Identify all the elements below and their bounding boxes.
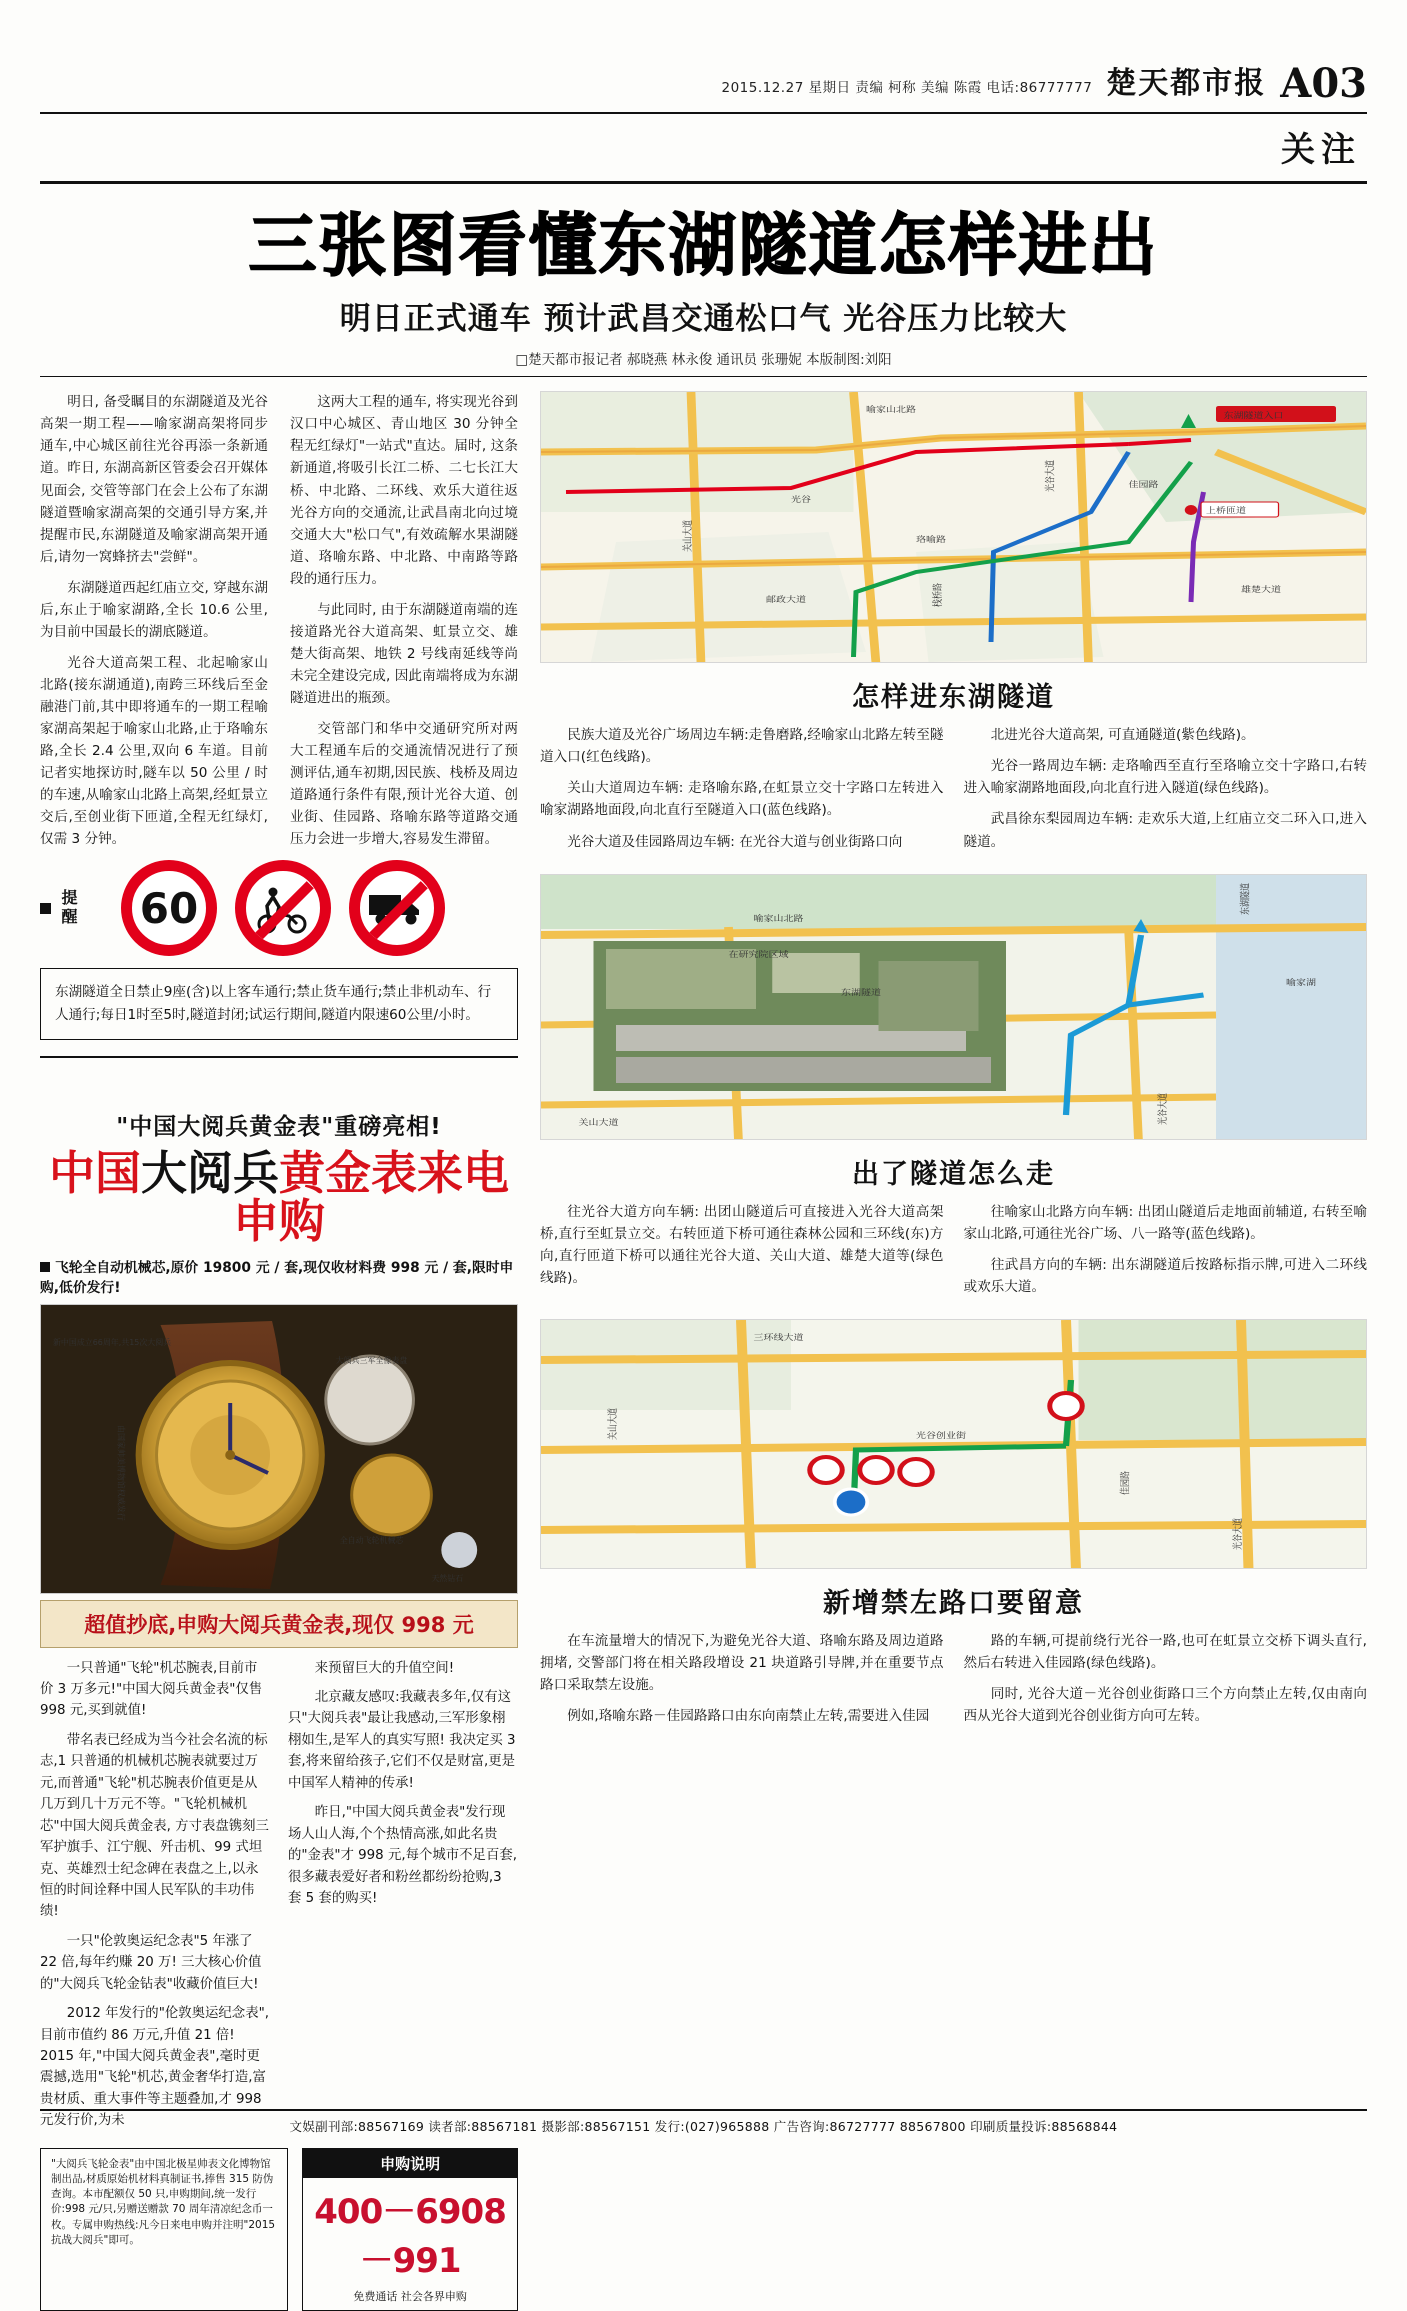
map-paragraph: 关山大道周边车辆: 走珞喻东路,在虹景立交十字路口左转进入喻家湖路地面段,向北直行至隧道入口(蓝色线路)。 — [540, 780, 944, 819]
map-paragraph: 民族大道及光谷广场周边车辆:走鲁磨路,经喻家山北路左转至隧道入口(红色线路)。 — [540, 727, 944, 766]
svg-text:喻家山北路: 喻家山北路 — [753, 914, 804, 924]
page-footer: 文娱副刊部:88567169 读者部:88567181 摄影部:88567151 发行:(027)965888 广告咨询:86727777 88567800 印刷质量投诉:88568844 — [40, 2109, 1367, 2135]
ad-title-part3: 黄金表来电申购 — [233, 1146, 509, 1249]
map-two-caption: 出了隧道怎么走 — [852, 1158, 1055, 1190]
svg-text:光谷大道: 光谷大道 — [1233, 1517, 1245, 1550]
svg-text:光谷创业街: 光谷创业街 — [916, 1431, 966, 1441]
ad-price-banner: 超值抄底,申购大阅兵黄金表,现仅 998 元 — [40, 1600, 518, 1648]
map-paragraph: 往武昌方向的车辆: 出东湖隧道后按路标指示牌,可进入二环线或欢乐大道。 — [963, 1256, 1367, 1295]
ad-paragraph: 一只普通"飞轮"机芯腕表,目前市价 3 万多元!"中国大阅兵黄金表"仅售 998 元,买到就值! — [40, 1660, 263, 1719]
ad-paragraph: 带名表已经成为当今社会名流的标志,1 只普通的机械机芯腕表就要过万元,而普通"飞轮"机芯腕表价值更是从几万到几十万元不等。"飞轮机械机芯"中国大阅兵黄金表, 方寸表盘镌刻三军护旗手、江宁舰、歼击机、99 式坦克、英雄烈士纪念碑在表盘之上,以永恒的时间诠释中国人民军队的丰功伟绩! — [40, 1732, 269, 1920]
section-title: 关注 — [1281, 130, 1361, 170]
svg-text:全自动飞轮机械芯: 全自动飞轮机械芯 — [339, 1535, 404, 1545]
ad-phone-number[interactable]: 400－6908－991 — [314, 2191, 506, 2281]
svg-text:珞喻路: 珞喻路 — [916, 536, 946, 546]
speed-limit-60-icon — [121, 860, 217, 956]
svg-text:关山大道: 关山大道 — [608, 1407, 620, 1440]
svg-text:光谷: 光谷 — [791, 496, 811, 506]
article-paragraph: 东湖隧道西起红庙立交, 穿越东湖后,东止于喻家湖路,全长 10.6 公里, 为目前中国最长的湖底隧道。 — [40, 579, 268, 640]
svg-text:东湖隧道入口: 东湖隧道入口 — [1223, 412, 1284, 422]
ad-paragraph: 一只"伦敦奥运纪念表"5 年涨了 22 倍,每年约赚 20 万! 三大核心价值的"大阅兵飞轮金钻表"收藏价值巨大! — [40, 1933, 262, 1992]
ad-column-right — [288, 1658, 518, 2140]
map-two-text — [540, 1201, 1367, 1307]
svg-text:栈桥路: 栈桥路 — [933, 583, 945, 608]
svg-text:关山大道: 关山大道 — [578, 1118, 619, 1128]
speed-value: 60 — [139, 883, 199, 933]
ad-paragraph: 来预留巨大的升值空间! — [314, 1660, 455, 1676]
svg-text:三环线大道: 三环线大道 — [753, 1333, 804, 1343]
tip-text: 提醒 — [59, 889, 78, 927]
map-one-text — [540, 724, 1367, 861]
ad-title-part2: 大阅兵 — [141, 1146, 279, 1200]
svg-text:佳园路: 佳园路 — [1120, 1470, 1132, 1495]
ad-column-left — [40, 1658, 270, 2140]
ad-disclaimer: "大阅兵飞轮金表"由中国北极星帅表文化博物馆制出品,材质原始机材料真制证书,捧售 315 防伪查询。本市配额仅 50 只,申购期间,统一发行价:998 元/只,另赠送赠款 70 周年清凉纪念币一枚。专属申购热线:凡今日来电申购并注明"2015 抗战大阅兵"即可。 — [40, 2148, 288, 2311]
svg-text:喻家湖: 喻家湖 — [1286, 978, 1316, 988]
svg-text:关山大道: 关山大道 — [683, 520, 695, 553]
page-headline: 三张图看懂东湖隧道怎样进出 — [248, 207, 1159, 286]
ad-order-box[interactable] — [302, 2148, 518, 2311]
page-subheadline: 明日正式通车 预计武昌交通松口气 光谷压力比较大 — [339, 301, 1068, 338]
bullet-square — [40, 1262, 50, 1272]
map-paragraph: 往喻家山北路方向车辆: 出团山隧道后走地面前辅道, 右转至喻家山北路,可通往光谷广场、八一路等(蓝色线路)。 — [963, 1203, 1367, 1242]
map-one-caption: 怎样进东湖隧道 — [852, 682, 1055, 714]
svg-text:大阅兵三军全像表盘: 大阅兵三军全像表盘 — [335, 1355, 408, 1365]
svg-text:上桥匝道: 上桥匝道 — [1206, 507, 1246, 517]
byline: □楚天都市报记者 郝晓燕 林永俊 通讯员 张珊妮 本版制图:刘阳 — [515, 352, 892, 369]
map-paragraph: 光谷大道及佳园路周边车辆: 在光谷大道与创业街路口向 — [567, 833, 903, 850]
article-paragraph: 与此同时, 由于东湖隧道南端的连接道路光谷大道高架、虹景立交、雄楚大街高架、地铁 2 号线南延线等尚未完全建设完成, 因此南端将成为东湖隧道进出的瓶颈。 — [290, 601, 518, 706]
svg-text:东湖隧道: 东湖隧道 — [1240, 882, 1252, 915]
svg-text:雄楚大道: 雄楚大道 — [1241, 586, 1281, 596]
rule-above-ad — [40, 1056, 518, 1058]
map-paragraph: 光谷一路周边车辆: 走珞喻西至直行至珞喻立交十字路口,右转进入喻家湖路地面段,向北直行进入隧道(绿色线路)。 — [963, 758, 1367, 797]
map-paragraph: 在车流量增大的情况下,为避免光谷大道、珞喻东路及周边道路拥堵, 交警部门将在相关路段增设 21 块道路引导牌,并在重要节点路口采取禁左设施。 — [540, 1632, 944, 1693]
svg-text:新中国成立66周年,共15次大阅兵: 新中国成立66周年,共15次大阅兵 — [52, 1337, 172, 1347]
ad-paragraph: 2012 年发行的"伦敦奥运纪念表",目前市值约 86 万元,升值 21 倍! 2015 年,"中国大阅兵黄金表",毫时更震撼,选用"飞轮"机芯,黄金奢华打造,富贵材质、重大事件等主题叠加,才 998 元发行价,为未 — [40, 2006, 270, 2129]
ad-paragraph: 北京藏友感叹:我藏表多年,仅有这只"大阅兵表"最让我感动,三军形象栩栩如生,是军人的真实写照! 我决定买 3 套,将来留给孩子,它们不仅是财富,更是中国军人精神的传承! — [288, 1690, 516, 1791]
map-paragraph: 往光谷大道方向车辆: 出团山隧道后可直接进入光谷大道高架桥,直行至虹景立交。右转匝道下桥可通往森林公园和三环线(东)方向,直行匝道下桥可以通往光谷大道、关山大道、雄楚大道等(绿色线路)。 — [540, 1203, 944, 1286]
reminder-text-box: 东湖隧道全日禁止9座(含)以上客车通行;禁止货车通行;禁止非机动车、行人通行;每日1时至5时,隧道封闭;试运行期间,隧道内限速60公里/小时。 — [40, 968, 518, 1040]
no-truck-icon — [349, 860, 445, 956]
map-exit-graphic — [540, 874, 1367, 1140]
article-paragraph: 明日, 备受瞩目的东湖隧道及光谷高架一期工程——喻家湖高架将同步通车,中心城区前往光谷再添一条新通道。昨日, 东湖高新区管委会召开媒体见面会, 交管等部门在会上公布了东湖隧道暨喻家湖高架的交通引导方案,并提醒市民,东湖隧道及喻家湖高架开通后,请勿一窝蜂挤去"尝鲜"。 — [40, 394, 268, 565]
map-paragraph: 路的车辆,可提前绕行光谷一路,也可在虹景立交桥下调头直行,然后右转进入佳园路(绿色线路)。 — [963, 1632, 1367, 1671]
ad-phone-note: 免费通话 社会各界申购 — [353, 2289, 467, 2303]
article-paragraph: 交管部门和华中交通研究所对两大工程通车后的交通流情况进行了预测评估,通车初期,因民族、栈桥及周边道路通行条件有限,预计光谷大道、创业街、佳园路、珞喻东路等道路交通压力会进一步增大,容易发生滞留。 — [290, 720, 518, 847]
bullet-square — [40, 903, 51, 914]
ad-footer — [40, 2140, 518, 2311]
article-paragraph: 这两大工程的通车, 将实现光谷到汉口中心城区、青山地区 30 分钟全程无红绿灯"一站式"直达。届时, 这条新通道,将吸引长江二桥、二七长江大桥、中北路、二环线、欢乐大道往返光谷方向的交通流,让武昌南北向过境交通大大"松口气",有效疏解水果湖隧道、珞喻东路、中北路、中南路等路段的通行压力。 — [290, 394, 518, 587]
ad-kicker: "中国大阅兵黄金表"重磅亮相! — [116, 1114, 442, 1140]
ad-body-columns — [40, 1648, 518, 2140]
svg-text:东湖隧道: 东湖隧道 — [841, 988, 881, 998]
page-number: A03 — [1280, 60, 1367, 107]
traffic-signs — [40, 850, 518, 962]
map-noleft-graphic — [540, 1319, 1367, 1569]
ad-subtitle-text: 飞轮全自动机械芯,原价 19800 元 / 套,现仅收材料费 998 元 / 套,限时申购,低价发行! — [40, 1259, 514, 1296]
map-paragraph: 例如,珞喻东路－佳园路路口由东向南禁止左转,需要进入佳园 — [567, 1707, 930, 1724]
column-three-maps — [540, 391, 1367, 1735]
svg-text:邮政大道: 邮政大道 — [766, 596, 806, 606]
ad-order-header: 申购说明 — [303, 2149, 517, 2178]
svg-text:喻家山北路: 喻家山北路 — [866, 406, 916, 416]
map-three-text — [540, 1630, 1367, 1736]
ad-watch-photo — [40, 1304, 518, 1594]
ad-title — [40, 1146, 518, 1254]
svg-text:佳园路: 佳园路 — [1128, 481, 1159, 491]
map-three-caption: 新增禁左路口要留意 — [823, 1587, 1084, 1619]
svg-text:光谷大道: 光谷大道 — [1045, 460, 1057, 493]
reminder-block — [40, 850, 518, 1058]
map-paragraph: 北进光谷大道高架, 可直通隧道(紫色线路)。 — [990, 727, 1255, 744]
svg-text:在研究院区域: 在研究院区域 — [728, 950, 789, 960]
tip-label — [40, 889, 103, 927]
map-entry-graphic — [540, 391, 1367, 663]
svg-text:光谷大道: 光谷大道 — [1158, 1092, 1170, 1125]
masthead — [40, 0, 1367, 107]
svg-text:天然钻石: 天然钻石 — [431, 1573, 464, 1583]
masthead-meta: 2015.12.27 星期日 责编 柯称 美编 陈霞 电话:86777777 — [721, 80, 1093, 96]
ad-title-part1: 中国 — [49, 1146, 141, 1200]
newspaper-logo: 楚天都市报 — [1106, 66, 1267, 101]
map-paragraph: 武昌徐东梨园周边车辆: 走欢乐大道,上红庙立交二环入口,进入隧道。 — [963, 811, 1367, 850]
ad-subtitle — [40, 1254, 518, 1304]
ad-paragraph: 昨日,"中国大阅兵黄金表"发行现场人山人海,个个热情高涨,如此名贵的"金表"才 998 元,每个城市不足百套,很多藏表爱好者和粉丝都纷纷抢购,3 套 5 套的购买! — [288, 1805, 517, 1906]
article-paragraph: 光谷大道高架工程、北起喻家山北路(接东湖通道),南跨三环线后至金融港门前,其中即将通车的一期工程喻家湖高架起于喻家山北路,止于珞喻东路,全长 2.4 公里,双向 6 车道。目前记者实地探访时,隧车以 50 公里 / 时的车速,从喻家山北路上高架,经虹景立交后,至创业街下匝道,全程无红绿灯,仅需 3 分钟。 — [40, 654, 268, 847]
svg-text:由国家帅美博物馆权威发行: 由国家帅美博物馆权威发行 — [116, 1424, 126, 1521]
map-paragraph: 同时, 光谷大道－光谷创业街路口三个方向禁止左转,仅由南向西从光谷大道到光谷创业街方向可左转。 — [963, 1685, 1367, 1724]
no-pedestrian-no-bicycle-icon — [235, 860, 331, 956]
